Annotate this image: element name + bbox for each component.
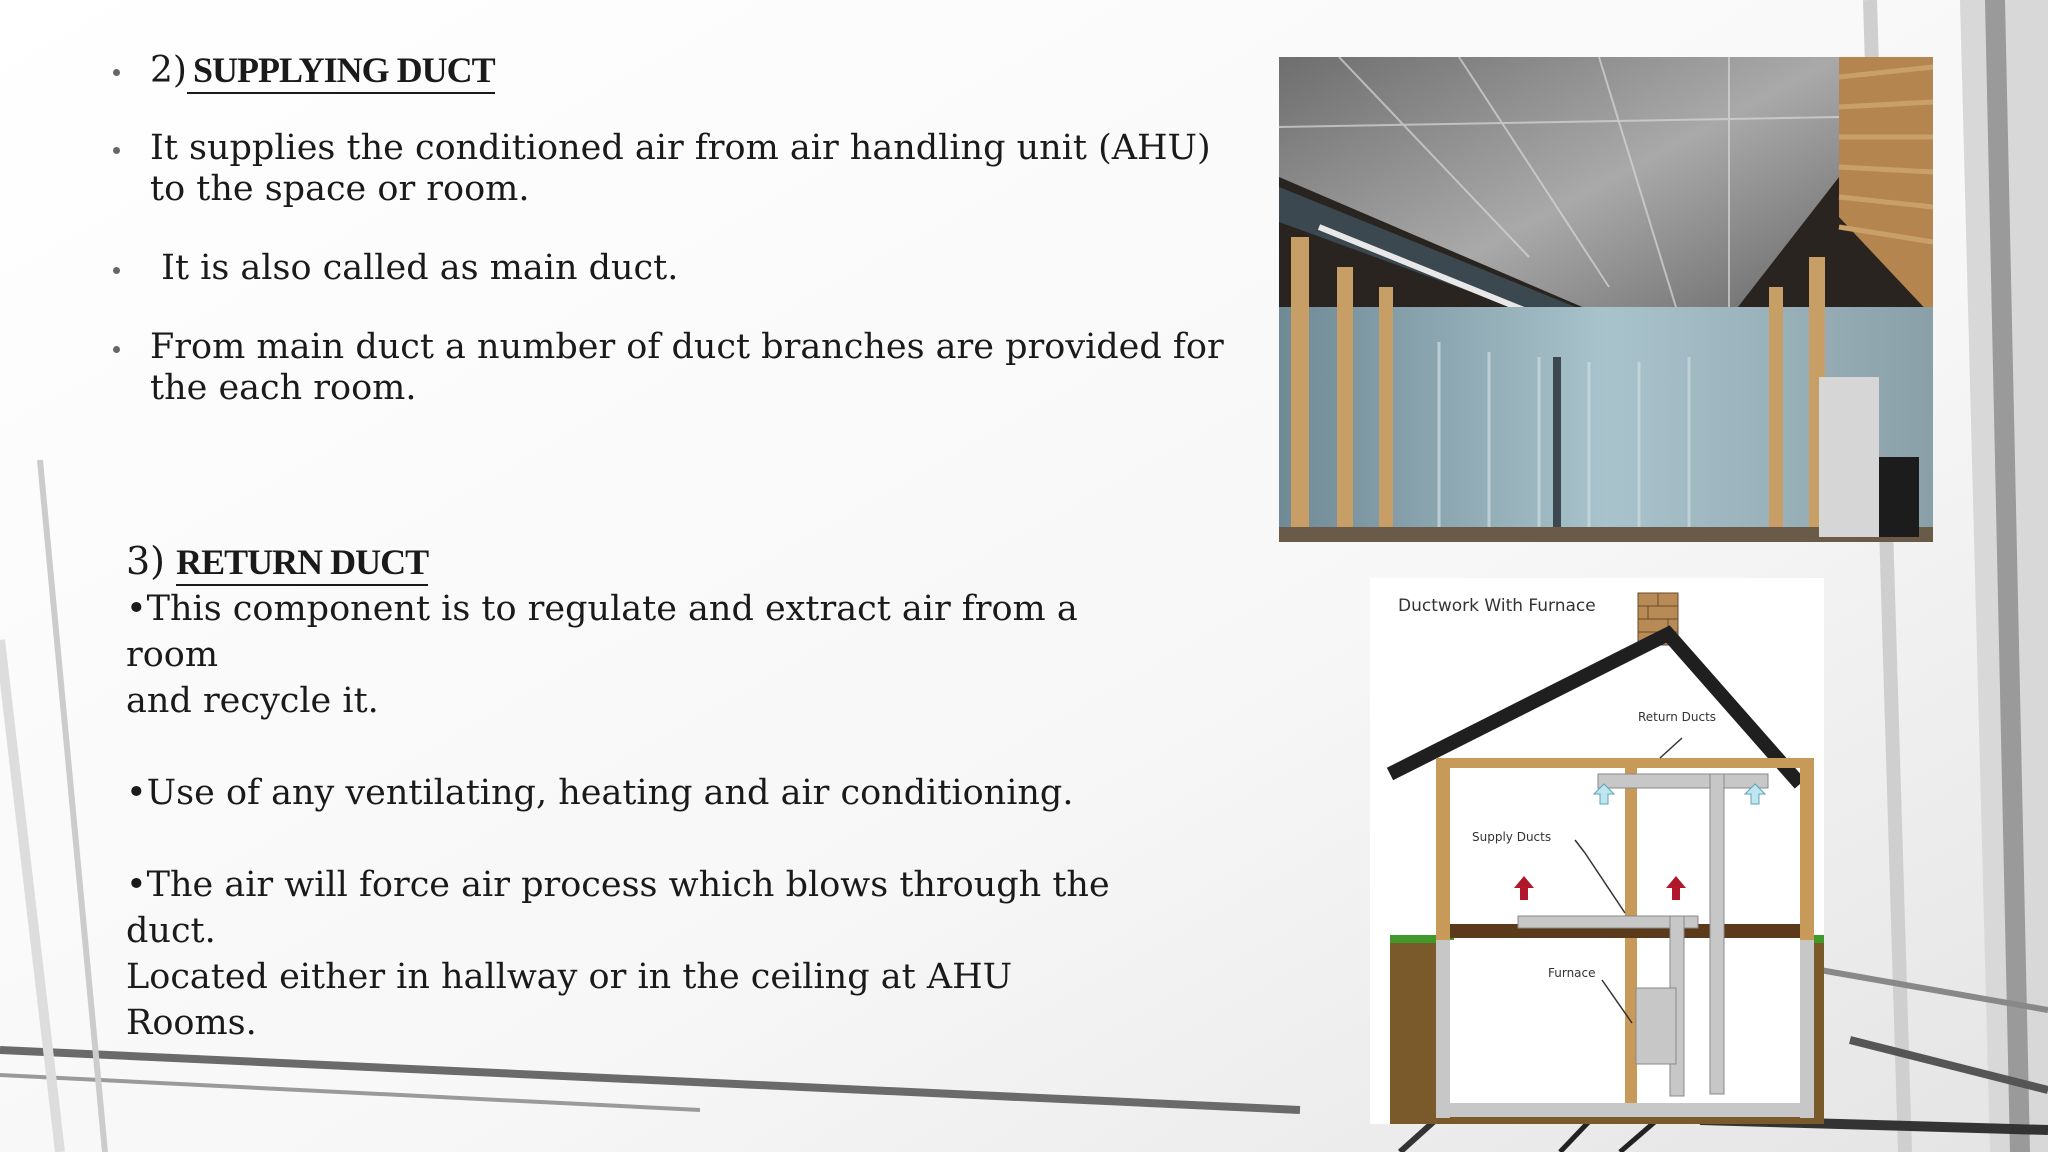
- return-line: •Use of any ventilating, heating and air conditioning.: [126, 773, 1074, 813]
- return-duct-number: 3): [126, 539, 166, 583]
- return-duct-heading: [126, 538, 1126, 586]
- return-duct-title: RETURN DUCT: [176, 542, 428, 586]
- diagram-title: Ductwork With Furnace: [1398, 596, 1596, 616]
- return-line: •This component is to regulate and extract air from a room: [126, 589, 1078, 675]
- return-duct-section: [126, 538, 1126, 1046]
- supply-bullet: From main duct a number of duct branches are provided for the each room.: [110, 327, 1230, 409]
- ductwork-furnace-diagram: [1370, 578, 1824, 1124]
- furnace-label: Furnace: [1548, 966, 1596, 980]
- basement-ductwork-photo: [1279, 57, 1933, 542]
- supply-bullet: It is also called as main duct.: [110, 248, 1230, 289]
- supply-duct-title: SUPPLYING DUCT: [187, 50, 495, 94]
- supply-duct-heading: [110, 50, 1230, 110]
- return-line: Located either in hallway or in the ceiling at AHU Rooms.: [126, 957, 1013, 1043]
- supply-ducts-label: Supply Ducts: [1472, 830, 1552, 844]
- return-line: and recycle it.: [126, 681, 379, 721]
- supply-duct-number: 2): [150, 50, 187, 91]
- return-line: •The air will force air process which blows through the duct.: [126, 865, 1110, 951]
- return-ducts-label: Return Ducts: [1638, 710, 1717, 724]
- supply-duct-list: [110, 50, 1230, 409]
- supply-bullet: It supplies the conditioned air from air handling unit (AHU) to the space or room.: [110, 128, 1230, 210]
